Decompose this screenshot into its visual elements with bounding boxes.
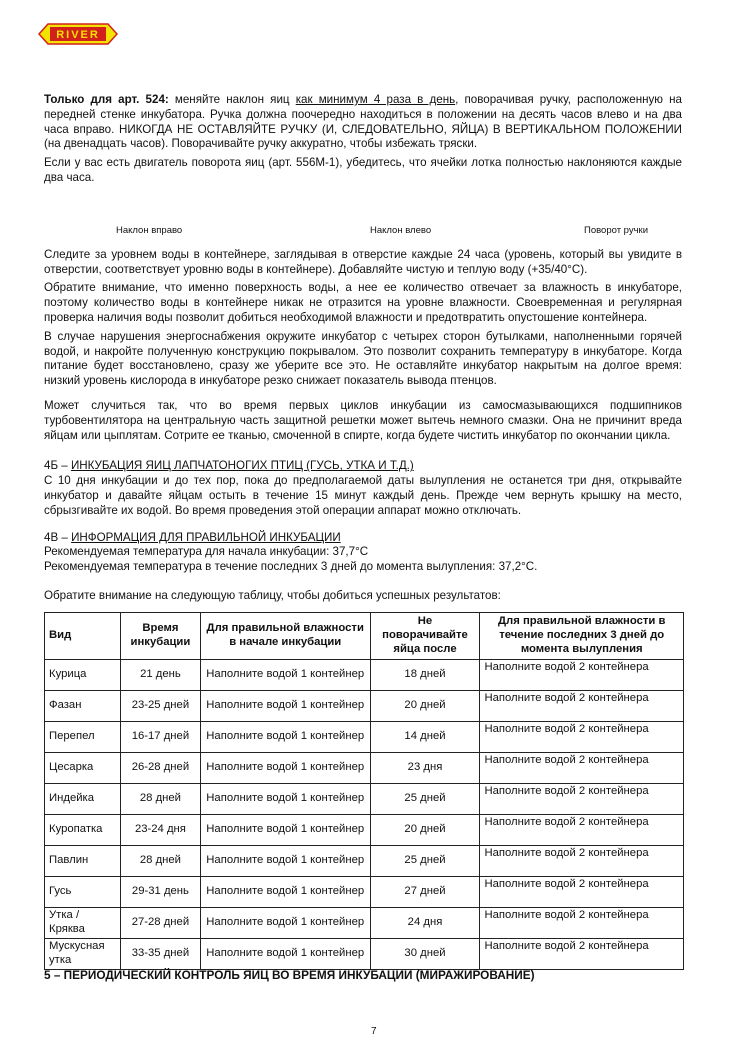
- incubation-time-cell: 28 дней: [120, 783, 200, 814]
- art524-text-b: , поворачивая ручку, расположенную на передней стенке инкубатора. Ручка должна поочередно находиться в положении на десять часов влево и на два часа вправо. НИКОГДА НЕ ОСТАВЛЯЙТЕ РУЧКУ (И, СЛЕДОВАТЕЛЬНО, ЯЙЦА) В ВЕРТИКАЛЬНОМ ПОЛОЖЕНИИ (на двенадцать часов). Поворачивайте ручку аккуратно, чтобы избежать тряски.: [44, 93, 682, 151]
- humidity-start-cell: Наполните водой 1 контейнер: [200, 721, 370, 752]
- figure-captions: [44, 224, 682, 238]
- humidity-end-cell: Наполните водой 2 контейнера: [480, 814, 684, 845]
- stop-turning-cell: 18 дней: [370, 659, 480, 690]
- species-cell: Гусь: [45, 876, 121, 907]
- species-cell: Цесарка: [45, 752, 121, 783]
- caption-handle-turn: Поворот ручки: [584, 224, 649, 236]
- humidity-end-cell: Наполните водой 2 контейнера: [480, 690, 684, 721]
- humidity-start-cell: Наполните водой 1 контейнер: [200, 659, 370, 690]
- incubation-time-cell: 29-31 день: [120, 876, 200, 907]
- table-row: [45, 783, 684, 814]
- stop-turning-cell: 25 дней: [370, 783, 480, 814]
- paragraph-power-failure: В случае нарушения энергоснабжения окружите инкубатор с четырех сторон бутылками, наполненными горячей водой, и накройте полученную конструкцию покрывалом. Это позволит сохранить температуру в инкубаторе. Когда питание будет восстановлено, сразу же уберите все это. Не оставляйте инкубатор накрытым на долгое время: низкий уровень кислорода в инкубаторе резко снижает показатель вывода птенцов.: [44, 329, 682, 388]
- species-cell: Курица: [45, 659, 121, 690]
- section-4b: [44, 459, 682, 518]
- humidity-end-cell: Наполните водой 2 контейнера: [480, 752, 684, 783]
- humidity-end-cell: Наполните водой 2 контейнера: [480, 876, 684, 907]
- incubation-time-cell: 26-28 дней: [120, 752, 200, 783]
- stop-turning-cell: 24 дня: [370, 907, 480, 938]
- incubation-time-cell: 27-28 дней: [120, 907, 200, 938]
- incubation-time-cell: 33-35 дней: [120, 938, 200, 969]
- section-4v-prefix: 4В –: [44, 530, 72, 544]
- page-content: [44, 93, 682, 970]
- stop-turning-cell: 30 дней: [370, 938, 480, 969]
- stop-turning-cell: 27 дней: [370, 876, 480, 907]
- paragraph-lubricant: Может случиться так, что во время первых циклов инкубации из самосмазывающихся подшипников турбовентилятора на центральную часть защитной решетки может вытечь немного смазки. Она не причинит вреда яйцам или цыплятам. Сотрите ее тканью, смоченной в спирте, когда будете чистить инкубатор по окончании цикла.: [44, 398, 682, 442]
- table-header-row: [45, 612, 684, 659]
- humidity-end-cell: Наполните водой 2 контейнера: [480, 659, 684, 690]
- species-cell: Павлин: [45, 845, 121, 876]
- incubation-time-cell: 23-24 дня: [120, 814, 200, 845]
- humidity-start-cell: Наполните водой 1 контейнер: [200, 752, 370, 783]
- stop-turning-cell: 23 дня: [370, 752, 480, 783]
- section-4v-heading: [44, 531, 682, 546]
- paragraph-water-level: Следите за уровнем воды в контейнере, заглядывая в отверстие каждые 24 часа (уровень, который вы увидите в отверстии, соответствует уровню воды в контейнере). Добавляйте чистую и теплую воду (+35/40°С).: [44, 247, 682, 276]
- col-species: Вид: [45, 612, 121, 659]
- humidity-start-cell: Наполните водой 1 контейнер: [200, 907, 370, 938]
- species-cell: Фазан: [45, 690, 121, 721]
- incubation-time-cell: 16-17 дней: [120, 721, 200, 752]
- col-humidity-start: Для правильной влажности в начале инкубации: [200, 612, 370, 659]
- stop-turning-cell: 20 дней: [370, 814, 480, 845]
- humidity-end-cell: Наполните водой 2 контейнера: [480, 907, 684, 938]
- section-4v: [44, 531, 682, 604]
- species-cell: Перепел: [45, 721, 121, 752]
- section-4b-title: ИНКУБАЦИЯ ЯИЦ ЛАПЧАТОНОГИХ ПТИЦ (ГУСЬ, УТКА И Т.Д.): [70, 459, 414, 473]
- table-row: [45, 814, 684, 845]
- section-4b-prefix: 4Б –: [44, 459, 71, 473]
- table-row: [45, 690, 684, 721]
- humidity-start-cell: Наполните водой 1 контейнер: [200, 690, 370, 721]
- humidity-start-cell: Наполните водой 1 контейнер: [200, 938, 370, 969]
- logo-text: RIVER: [56, 29, 100, 41]
- humidity-end-cell: Наполните водой 2 контейнера: [480, 845, 684, 876]
- stop-turning-cell: 25 дней: [370, 845, 480, 876]
- table-row: [45, 938, 684, 969]
- table-row: [45, 752, 684, 783]
- species-cell: Мускусная утка: [45, 938, 121, 969]
- table-row: [45, 907, 684, 938]
- caption-right-tilt: Наклон вправо: [116, 224, 183, 236]
- species-cell: Куропатка: [45, 814, 121, 845]
- art524-text-a: меняйте наклон яиц: [168, 93, 296, 106]
- stop-turning-cell: 14 дней: [370, 721, 480, 752]
- section-5-heading: 5 – ПЕРИОДИЧЕСКИЙ КОНТРОЛЬ ЯИЦ ВО ВРЕМЯ ИНКУБАЦИИ (МИРАЖИРОВАНИЕ): [44, 968, 535, 982]
- caption-left-tilt: Наклон влево: [370, 224, 432, 236]
- paragraph-water-surface: Обратите внимание, что именно поверхность воды, а нее ее количество отвечает за влажность в инкубаторе, поэтому количество воды в контейнере никак не отразится на уровне влажности. Своевременная и регулярная проверка наличия воды позволит добиться необходимой влажности и предотвратить опустошение контейнера.: [44, 281, 682, 324]
- river-logo: [38, 23, 118, 45]
- section-4b-heading: [44, 459, 682, 474]
- paragraph-motor: Если у вас есть двигатель поворота яиц (арт. 556М-1), убедитесь, что ячейки лотка полностью наклоняются каждые два часа.: [44, 156, 682, 184]
- section-4v-title: ИНФОРМАЦИЯ ДЛЯ ПРАВИЛЬНОЙ ИНКУБАЦИИ: [71, 530, 341, 544]
- species-cell: Индейка: [45, 783, 121, 814]
- col-humidity-end: Для правильной влажности в течение последних 3 дней до момента вылупления: [480, 612, 684, 659]
- humidity-end-cell: Наполните водой 2 контейнера: [480, 783, 684, 814]
- table-intro: Обратите внимание на следующую таблицу, чтобы добиться успешных результатов:: [44, 588, 501, 602]
- temp-start: Рекомендуемая температура для начала инкубации: 37,7°С: [44, 545, 369, 559]
- species-cell: Утка / Кряква: [45, 907, 121, 938]
- col-incubation-time: Время инкубации: [120, 612, 200, 659]
- temp-last-days: Рекомендуемая температура в течение последних 3 дней до момента вылупления: 37,2°С.: [44, 560, 538, 574]
- paragraph-art524: [44, 93, 682, 152]
- incubation-time-cell: 28 дней: [120, 845, 200, 876]
- table-row: [45, 876, 684, 907]
- humidity-start-cell: Наполните водой 1 контейнер: [200, 845, 370, 876]
- humidity-start-cell: Наполните водой 1 контейнер: [200, 814, 370, 845]
- stop-turning-cell: 20 дней: [370, 690, 480, 721]
- humidity-end-cell: Наполните водой 2 контейнера: [480, 938, 684, 969]
- col-stop-turning: Не поворачивайте яйца после: [370, 612, 480, 659]
- humidity-start-cell: Наполните водой 1 контейнер: [200, 876, 370, 907]
- incubation-time-cell: 23-25 дней: [120, 690, 200, 721]
- table-row: [45, 845, 684, 876]
- page-number: 7: [371, 1026, 377, 1037]
- humidity-end-cell: Наполните водой 2 контейнера: [480, 721, 684, 752]
- humidity-start-cell: Наполните водой 1 контейнер: [200, 783, 370, 814]
- table-row: [45, 659, 684, 690]
- art524-underlined: как минимум 4 раза в день: [295, 93, 456, 106]
- incubation-time-cell: 21 день: [120, 659, 200, 690]
- section-4b-text: С 10 дня инкубации и до тех пор, пока до предполагаемой даты вылупления не останется три дня, открывайте инкубатор и давайте яйцам остыть в течение 15 минут каждый день. Прежде чем вернуть крышку на место, сбрызгивайте их водой. Во время проведения этой операции аппарат можно отключать.: [44, 474, 682, 517]
- incubation-table: [44, 612, 684, 970]
- table-row: [45, 721, 684, 752]
- art524-label: Только для арт. 524:: [44, 93, 169, 106]
